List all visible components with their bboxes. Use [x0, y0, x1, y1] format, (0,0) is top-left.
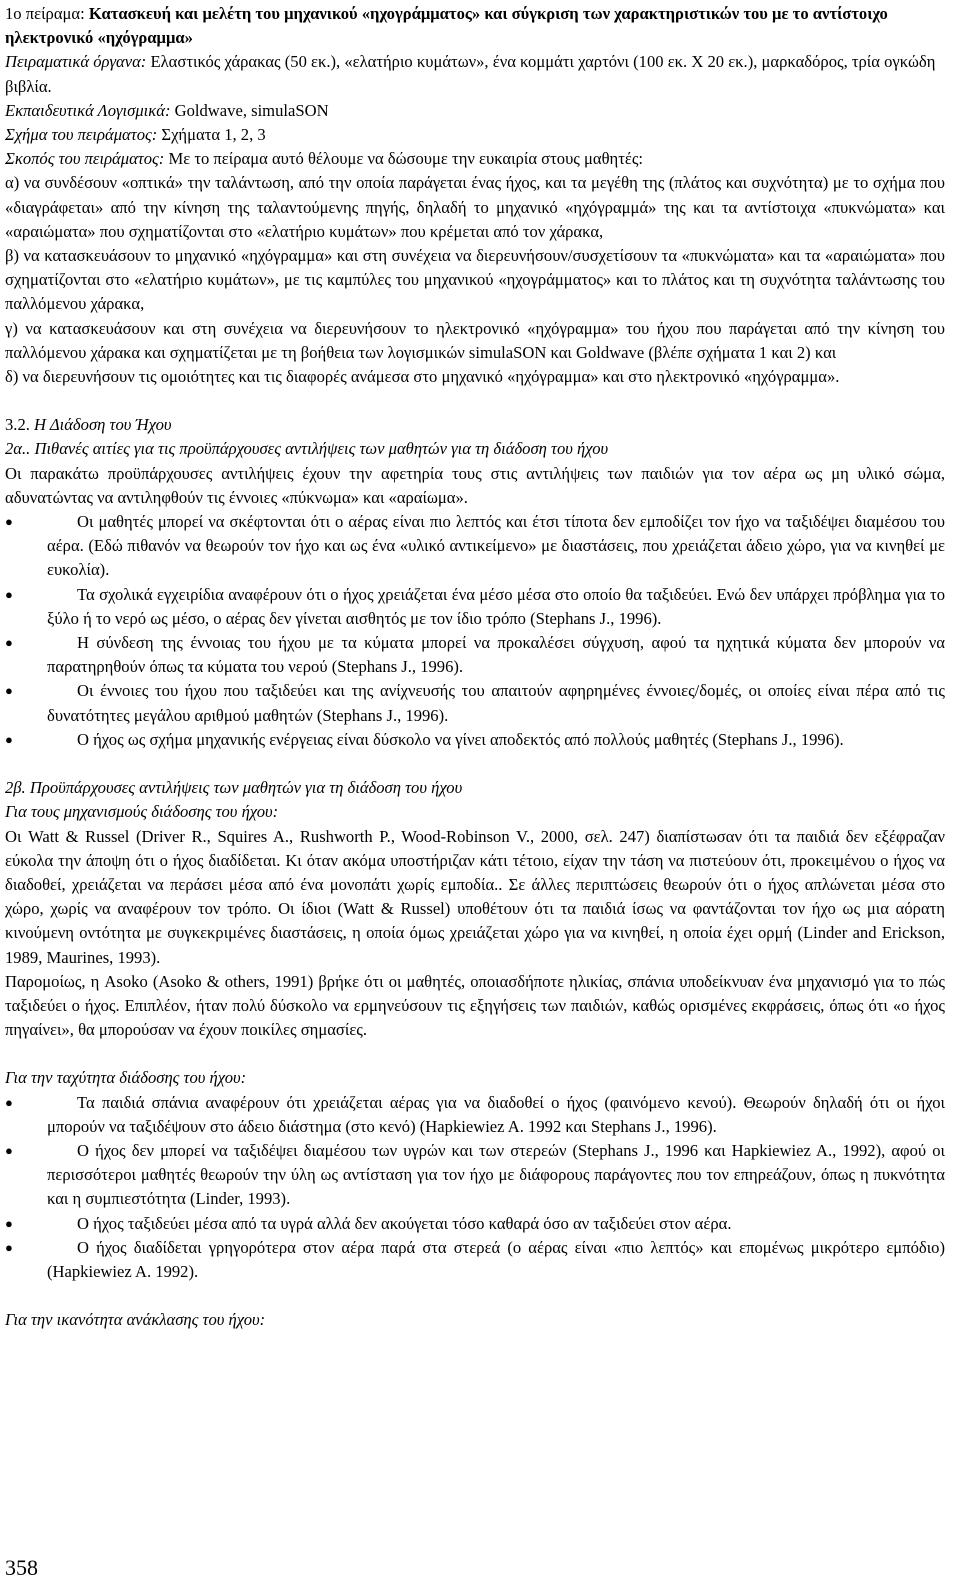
speed-heading: Για την ταχύτητα διάδοσης του ήχου: — [5, 1068, 247, 1088]
experiment-title: 1ο πείραμα: Κατασκευή και μελέτη του μηχανικού «ηχογράμματος» και σύγκριση των χαρακτηριστικών του με το αντίστοιχο ηλεκτρονικό «ηχόγραμμα» — [5, 4, 888, 48]
bullet-icon: ● — [5, 1239, 13, 1255]
causes-list — [5, 510, 945, 752]
list-item: ● Ο ήχος διαδίδεται γρηγορότερα στον αέρα παρά στα στερεά (ο αέρας είναι «πιο λεπτός» και επομένως μικρότερο εμπόδιο) (Hapkiewiez A. 1992). — [5, 1237, 945, 1281]
document-page — [5, 2, 945, 1332]
list-item: ● Ο ήχος ταξιδεύει μέσα από τα υγρά αλλά δεν ακούγεται τόσο καθαρά όσο αν ταξιδεύει στον αέρα. — [5, 1212, 945, 1236]
mechanisms-heading: Για τους μηχανισμούς διάδοσης του ήχου: — [5, 802, 279, 822]
purpose-line: Σκοπός του πειράματος: Με το πείραμα αυτό θέλουμε να δώσουμε την ευκαιρία στους μαθητές: — [5, 149, 644, 169]
subsection-2a-heading: 2α.. Πιθανές αιτίες για τις προϋπάρχουσες αντιλήψεις των μαθητών για τη διάδοση του ήχου — [5, 439, 609, 459]
goal-b: β) να κατασκευάσουν το μηχανικό «ηχόγραμμα» και στη συνέχεια να διερευνήσουν/συσχετίσουν τα «πυκνώματα» και τα «αραιώματα» που σχηματίζονται στο «ελατήριο κυμάτων», με τις καμπύλες του μηχανικού «ηχογράμματος» και το πλάτος και τη συχνότητα ταλάντωσης του παλλόμενου χάρακα, — [5, 246, 945, 314]
list-item: ● Οι μαθητές μπορεί να σκέφτονται ότι ο αέρας είναι πιο λεπτός και έτσι τίποτα δεν εμποδίζει τον ήχο να ταξιδέψει διαμέσου του αέρα. (Εδώ πιθανόν να θεωρούν τον ήχο και ως ένα «υλικό αντικείμενο» με διαστάσεις, που χρειάζεται άδειο χώρο, για να κινηθεί με ευκολία). — [5, 512, 945, 580]
section-heading: 3.2. Η Διάδοση του Ήχου — [5, 415, 172, 435]
software-line: Εκπαιδευτικά Λογισμικά: Goldwave, simulaSON — [5, 100, 329, 120]
intro-2a: Οι παρακάτω προϋπάρχουσες αντιλήψεις έχουν την αφετηρία τους στις αντιλήψεις των παιδιών για τον αέρα ως μη υλικό σώμα, αδυνατώντας να αντιληφθούν τις έννοιες «πύκνωμα» και «αραίωμα». — [5, 463, 945, 507]
goal-a: α) να συνδέσουν «οπτικά» την ταλάντωση, από την οποία παράγεται ένας ήχος, και τα μεγέθη της (πλάτος και συχνότητα) με το σχήμα που «διαγράφεται» από την κίνηση της ταλαντούμενης πηγής, δηλαδή το μηχανικό «ηχόγραμμά» της και τα αντίστοιχα «πυκνώματα» και «αραιώματα» που σχηματίζονται στο «ελατήριο κυμάτων» που κρέμεται από τον χάρακα, — [5, 173, 945, 241]
bullet-icon: ● — [5, 1215, 13, 1231]
bullet-icon: ● — [5, 586, 13, 602]
list-item: ● Η σύνδεση της έννοιας του ήχου με τα κύματα μπορεί να προκαλέσει σύγχυση, αφού τα ηχητικά κύματα δεν μπορούν να παρατηρηθούν όπως τα κύματα του νερού (Stephans J., 1996). — [5, 633, 945, 677]
instruments-line: Πειραματικά όργανα: Ελαστικός χάρακας (50 εκ.), «ελατήριο κυμάτων», ένα κομμάτι χαρτόνι (100 εκ. Χ 20 εκ.), μαρκαδόρος, τρία ογκώδη βιβλία. — [5, 52, 936, 96]
mechanisms-paragraph-1: Οι Watt & Russel (Driver R., Squires A., Rushworth P., Wood-Robinson V., 2000, σελ. 247) διαπίστωσαν ότι τα παιδιά δεν εξέφραζαν εύκολα την άποψη ότι ο ήχος διαδίδεται. Κι όταν ακόμα υποστήριζαν κάτι τέτοιο, είχαν την τάση να πιστεύουν ότι, προκειμένου ο ήχος να διαδοθεί, χρειάζεται να περάσει μέσα από ένα μονοπάτι χωρίς εμποδία.. Σε άλλες περιπτώσεις θεωρούν ότι ο ήχος απλώνεται μέσα στο χώρο, χωρίς να αναφέρουν τον τρόπο. Οι ίδιοι (Watt & Russel) υποθέτουν ότι τα παιδιά ίσως να φαντάζονται τον ήχο ως μια αόρατη κινούμενη οντότητα με συγκεκριμένες διαστάσεις, η οποία όμως χρειάζεται χώρο για να κινηθεί, η οποία έχει ορμή (Linder and Erickson, 1989, Maurines, 1993). — [5, 826, 945, 967]
reflection-heading: Για την ικανότητα ανάκλασης του ήχου: — [5, 1310, 266, 1330]
bullet-icon: ● — [5, 514, 13, 530]
bullet-icon: ● — [5, 1142, 13, 1158]
bullet-icon: ● — [5, 635, 13, 651]
list-item: ● Ο ήχος δεν μπορεί να ταξιδέψει διαμέσου των υγρών και των στερεών (Stephans J., 1996 και Hapkiewiez A., 1992), αφού οι περισσότεροι μαθητές θεωρούν την ύλη ως αντίσταση για τον ήχο με διάφορους παράγοντες που τον επηρεάζουν, όπως η πυκνότητα και η συμπιεστότητα (Linder, 1993). — [5, 1140, 945, 1209]
mechanisms-paragraph-2: Παρομοίως, η Asoko (Asoko & others, 1991) βρήκε ότι οι μαθητές, οποιασδήποτε ηλικίας, σπάνια υποδείκνυαν ένα μηχανισμό για το πώς ταξιδεύει ο ήχος. Επιπλέον, ήταν πολύ δύσκολο να ερμηνεύσουν τις εξηγήσεις των παιδιών, καθώς ορισμένες εκφράσεις, όπως ότι «ο ήχος πηγαίνει», θα μπορούσαν να έχουν ποικίλες σημασίες. — [5, 971, 945, 1040]
goal-c: γ) να κατασκευάσουν και στη συνέχεια να διερευνήσουν το ηλεκτρονικό «ηχόγραμμα» του ήχου που παράγεται από την κίνηση του παλλόμενου χάρακα και σχηματίζεται με τη βοήθεια των λογισμικών simulaSON και Goldwave (βλέπε σχήματα 1 και 2) και — [5, 318, 945, 362]
goal-d: δ) να διερευνήσουν τις ομοιότητες και τις διαφορές ανάμεσα στο μηχανικό «ηχόγραμμα» και στο ηλεκτρονικό «ηχόγραμμα». — [5, 367, 840, 387]
figure-line: Σχήμα του πειράματος: Σχήματα 1, 2, 3 — [5, 125, 266, 145]
list-item: ● Οι έννοιες του ήχου που ταξιδεύει και της ανίχνευσής του απαιτούν αφηρημένες έννοιες/δομές, οι οποίες είναι πέρα από τις δυνατότητες μεγάλου αριθμού μαθητών (Stephans J., 1996). — [5, 681, 945, 725]
list-item: ● Τα παιδιά σπάνια αναφέρουν ότι χρειάζεται αέρας για να διαδοθεί ο ήχος (φαινόμενο κενού). Θεωρούν δηλαδή ότι οι ήχοι μπορούν να ταξιδέψουν στο άδειο διάστημα (στο κενό) (Hapkiewiez A. 1992 και Stephans J., 1996). — [5, 1092, 945, 1136]
speed-list — [5, 1091, 945, 1285]
list-item: ● Τα σχολικά εγχειρίδια αναφέρουν ότι ο ήχος χρειάζεται ένα μέσο μέσα στο οποίο θα ταξιδεύει. Ενώ δεν υπάρχει πρόβλημα για το ξύλο ή το νερό ως μέσο, ο αέρας δεν γίνεται αισθητός με τον ίδιο τρόπο (Stephans J., 1996). — [5, 584, 945, 628]
bullet-icon: ● — [5, 731, 13, 747]
bullet-icon: ● — [5, 683, 13, 699]
page-number: 358 — [5, 1555, 38, 1580]
list-item: ● Ο ήχος ως σχήμα μηχανικής ενέργειας είναι δύσκολο να γίνει αποδεκτός από πολλούς μαθητές (Stephans J., 1996). — [5, 728, 945, 752]
bullet-icon: ● — [5, 1094, 13, 1110]
subsection-2b-heading: 2β. Προϋπάρχουσες αντιλήψεις των μαθητών για τη διάδοση του ήχου — [5, 778, 463, 798]
